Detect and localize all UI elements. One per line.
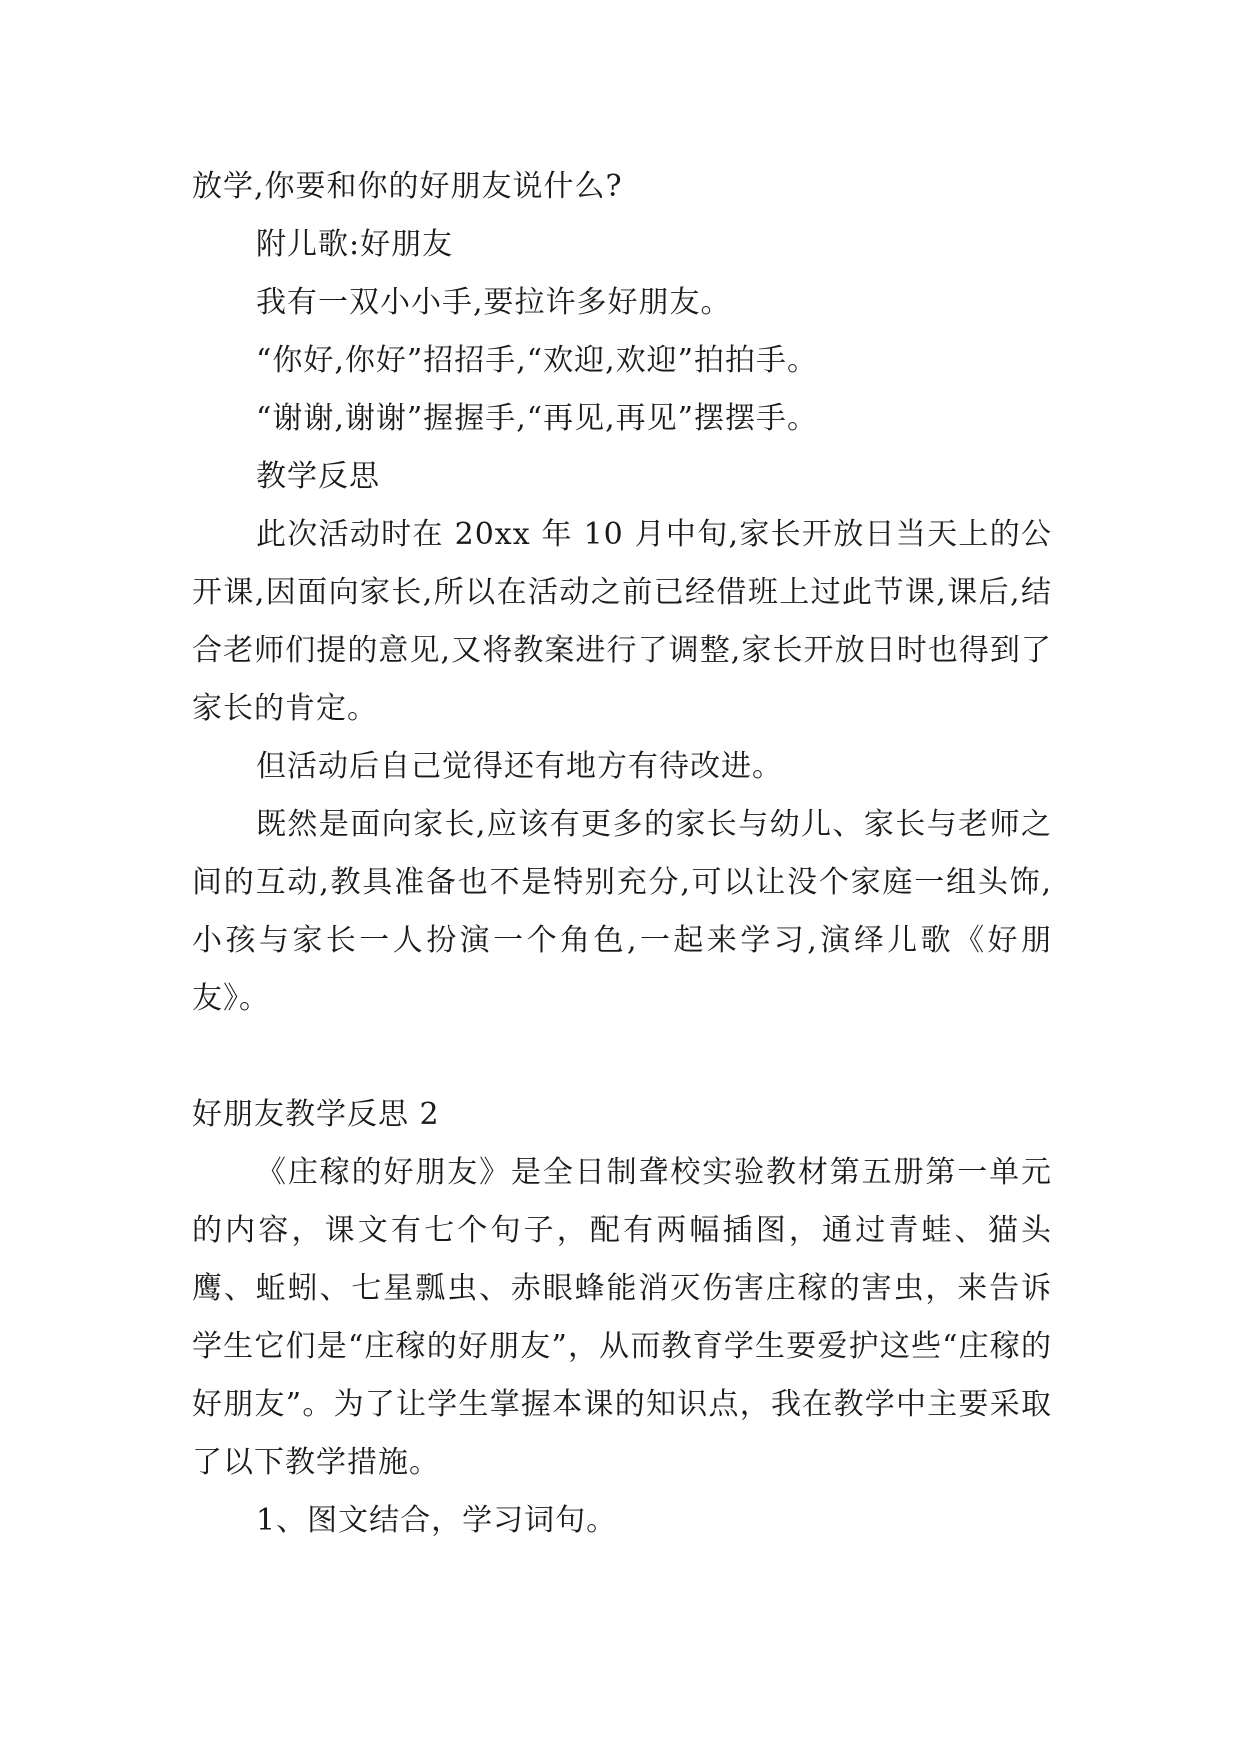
reflection-paragraph-2: 但活动后自己觉得还有地方有待改进。 <box>256 749 783 784</box>
reflection-paragraph-3: 既然是面向家长,应该有更多的家长与幼儿、家长与老师之间的互动,教具准备也不是特别充分,可以让没个家庭一组头饰,小孩与家长一人扮演一个角色,一起来学习,演绎儿歌《好朋友》。 <box>192 807 1052 1016</box>
section2-title: 好朋友教学反思 2 <box>192 1097 440 1132</box>
document-page <box>192 158 1052 1550</box>
song-line-1: 我有一双小小手,要拉许多好朋友。 <box>256 285 732 320</box>
section2-paragraph: 《庄稼的好朋友》是全日制聋校实验教材第五册第一单元的内容，课文有七个句子，配有两幅插图，通过青蛙、猫头鹰、蚯蚓、七星瓢虫、赤眼蜂能消灭伤害庄稼的害虫，来告诉学生它们是“庄稼的好朋友”，从而教育学生要爱护这些“庄稼的好朋友”。为了让学生掌握本课的知识点，我在教学中主要采取了以下教学措施。 <box>192 1155 1052 1480</box>
reflection-paragraph-1: 此次活动时在 20xx 年 10 月中旬,家长开放日当天上的公开课,因面向家长,所以在活动之前已经借班上过此节课,课后,结合老师们提的意见,又将教案进行了调整,家长开放日时也得到了家长的肯定。 <box>192 517 1052 726</box>
reflection-heading: 教学反思 <box>256 459 380 494</box>
song-title: 附儿歌:好朋友 <box>256 227 454 262</box>
section-gap <box>192 1028 1052 1086</box>
section2-list-item: 1、图文结合，学习词句。 <box>256 1503 618 1538</box>
song-line-2: “你好,你好”招招手,“欢迎,欢迎”拍拍手。 <box>256 343 818 378</box>
song-line-3: “谢谢,谢谢”握握手,“再见,再见”摆摆手。 <box>256 401 818 436</box>
question-line: 放学,你要和你的好朋友说什么? <box>192 169 623 204</box>
